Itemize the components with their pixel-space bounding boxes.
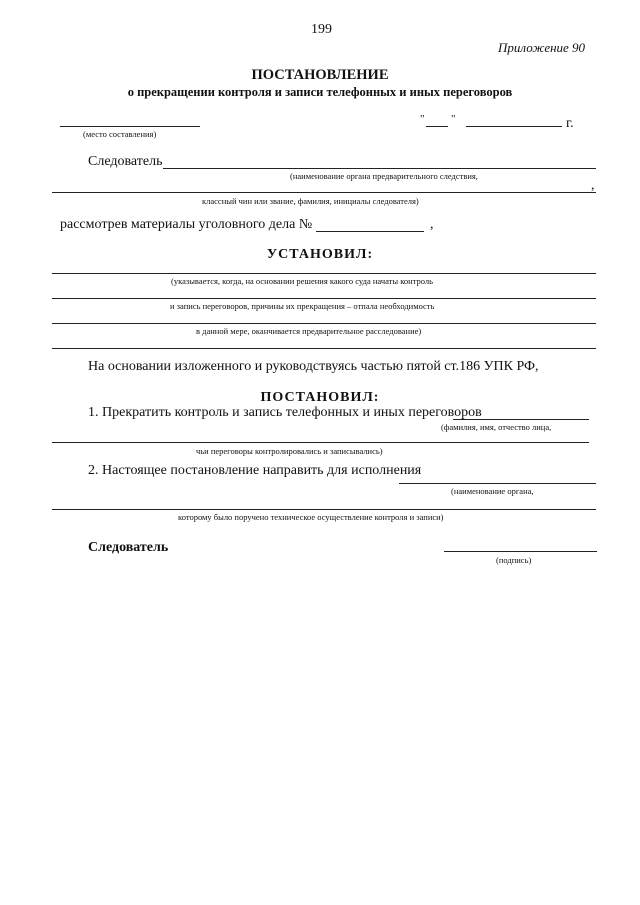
- signature-line: [444, 551, 597, 552]
- date-day-line: [426, 126, 448, 127]
- item1-line-2: [52, 442, 589, 443]
- document-subtitle: о прекращении контроля и записи телефонных и иных переговоров: [127, 85, 513, 99]
- signature-caption: (подпись): [496, 555, 532, 565]
- established-caption-2: и запись переговоров, причины их прекращения – отпала необходимость: [170, 301, 435, 311]
- page-number: 199: [311, 22, 332, 37]
- place-caption: (место составления): [83, 129, 157, 139]
- item2-text: 2. Настоящее постановление направить для исполнения: [88, 463, 422, 478]
- item2-caption-b: которому было поручено техническое осуществление контроля и записи): [178, 512, 444, 522]
- basis-text: На основании изложенного и руководствуясь частью пятой ст.186 УПК РФ,: [88, 359, 539, 374]
- item2-line-2: [52, 509, 596, 510]
- investigator-label: Следователь: [88, 154, 163, 169]
- document-title: ПОСТАНОВЛЕНИЕ: [251, 67, 389, 83]
- date-quote-open: ": [420, 113, 425, 125]
- date-month-line: [466, 126, 562, 127]
- rank-caption: классный чин или звание, фамилия, инициалы следователя): [202, 196, 419, 206]
- organ-caption: (наименование органа предварительного следствия,: [290, 171, 478, 181]
- case-comma: ,: [430, 217, 434, 232]
- signature-label: Следователь: [88, 540, 169, 555]
- rank-line-comma: ,: [591, 178, 595, 193]
- item1-caption-a: (фамилия, имя, отчество лица,: [441, 422, 552, 432]
- date-quote-close: ": [451, 113, 456, 125]
- item2-line: [399, 483, 596, 484]
- case-number-line: [316, 231, 424, 232]
- item2-caption-a: (наименование органа,: [451, 486, 534, 496]
- appendix-label: Приложение 90: [498, 40, 586, 55]
- place-line: [60, 126, 200, 127]
- case-text: рассмотрев материалы уголовного дела №: [60, 217, 313, 232]
- established-heading: УСТАНОВИЛ:: [266, 247, 374, 262]
- investigator-line: [163, 168, 596, 169]
- rank-line: [52, 192, 596, 193]
- date-year-suffix: г.: [566, 116, 574, 131]
- item1-line: [453, 419, 589, 420]
- item1-caption-b: чьи переговоры контролировались и записывались): [196, 446, 383, 456]
- established-line-3: [52, 323, 596, 324]
- established-line-1: [52, 273, 596, 274]
- established-caption-3: в данной мере, оканчивается предварительное расследование): [196, 326, 422, 336]
- item1-text: 1. Прекратить контроль и запись телефонных и иных переговоров: [88, 405, 482, 420]
- resolved-heading: ПОСТАНОВИЛ:: [260, 390, 380, 405]
- established-line-4: [52, 348, 596, 349]
- established-caption-1: (указывается, когда, на основании решения какого суда начаты контроль: [171, 276, 434, 286]
- established-line-2: [52, 298, 596, 299]
